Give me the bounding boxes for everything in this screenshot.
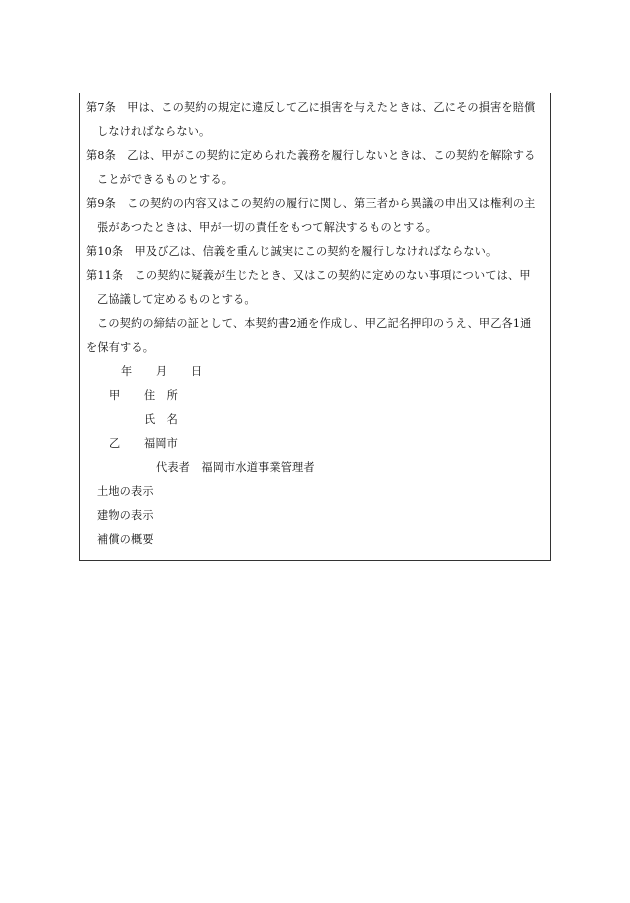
- land-description-label: 土地の表示: [97, 485, 154, 498]
- article-11-line-2: 乙協議して定めるものとする。: [97, 293, 256, 306]
- date-year-label: 年: [121, 365, 133, 378]
- party-a-address-label: 住 所: [144, 389, 179, 402]
- article-7-line-2: しなければならない。: [97, 125, 211, 138]
- article-7-line-1: 第7条 甲は、この契約の規定に違反して乙に損害を与えたときは、乙にその損害を賠償: [86, 101, 536, 114]
- contract-text-box: [79, 93, 551, 561]
- party-a-name-label: 氏 名: [144, 413, 179, 426]
- building-description-label: 建物の表示: [97, 509, 154, 522]
- article-9-line-2: 張があつたときは、甲が一切の責任をもつて解決するものとする。: [97, 221, 438, 234]
- party-b-representative: 代表者 福岡市水道事業管理者: [156, 461, 315, 474]
- compensation-summary-label: 補償の概要: [97, 533, 154, 546]
- article-10-line-1: 第10条 甲及び乙は、信義を重んじ誠実にこの契約を履行しなければならない。: [86, 245, 498, 258]
- closing-line-2: を保有する。: [86, 341, 155, 354]
- date-month-label: 月: [156, 365, 168, 378]
- party-a-label: 甲: [109, 389, 121, 402]
- party-b-label: 乙: [109, 437, 121, 450]
- article-8-line-1: 第8条 乙は、甲がこの契約に定められた義務を履行しないときは、この契約を解除する: [86, 149, 536, 162]
- article-9-line-1: 第9条 この契約の内容又はこの契約の履行に関し、第三者から異議の申出又は権利の主: [86, 197, 536, 210]
- closing-line-1: この契約の締結の証として、本契約書2通を作成し、甲乙記名押印のうえ、甲乙各1通: [97, 317, 532, 330]
- date-day-label: 日: [191, 365, 203, 378]
- article-11-line-1: 第11条 この契約に疑義が生じたとき、又はこの契約に定めのない事項については、甲: [86, 269, 531, 282]
- article-8-line-2: ことができるものとする。: [97, 173, 234, 186]
- party-b-entity: 福岡市: [144, 437, 179, 450]
